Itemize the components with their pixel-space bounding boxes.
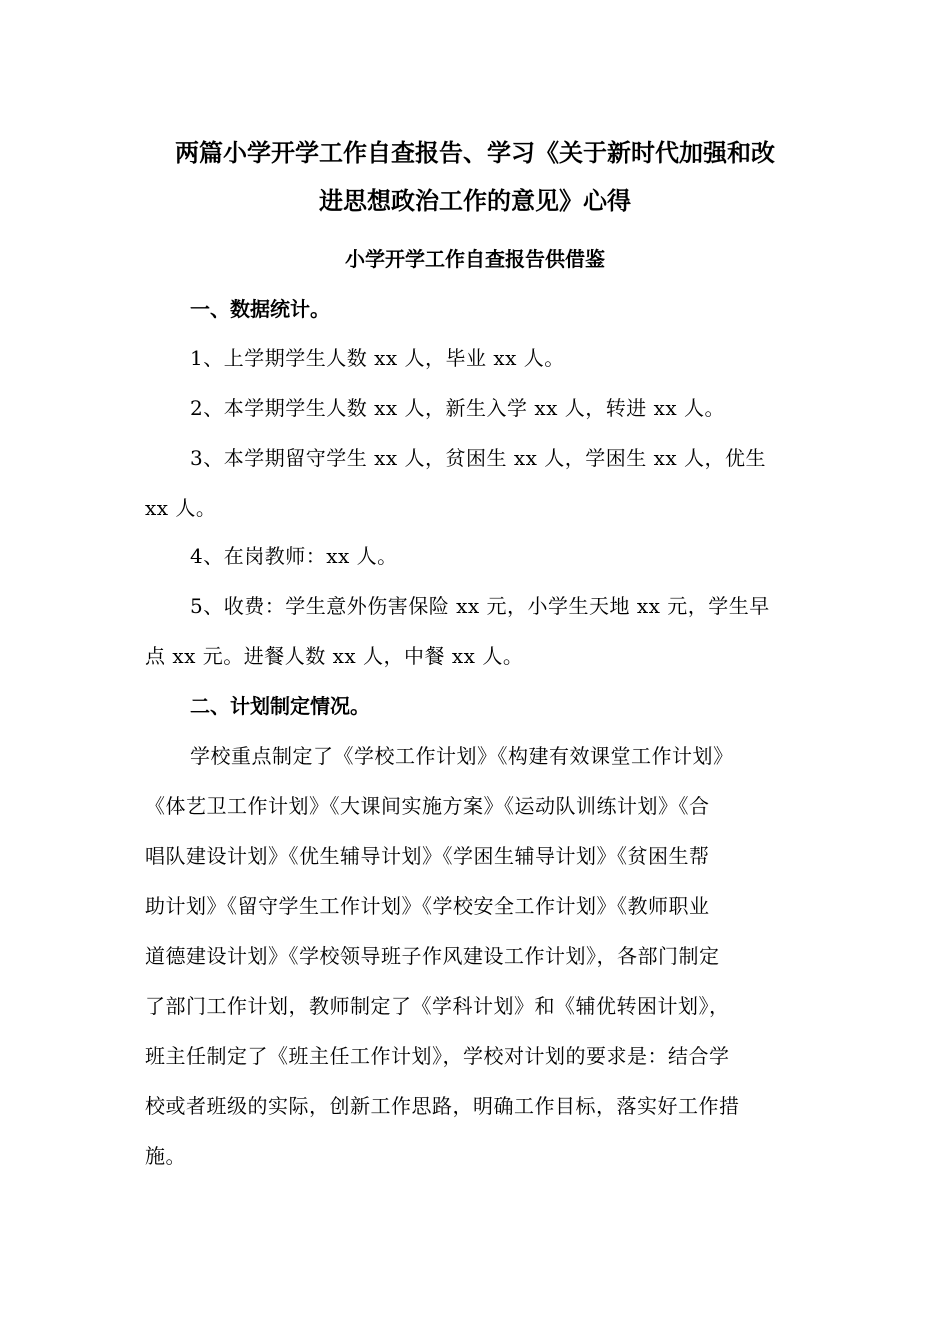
- statistics-item-4: [145, 531, 805, 581]
- plan-paragraph: [145, 731, 805, 1181]
- paragraph-line: 4、在岗教师：xx 人。: [190, 544, 398, 568]
- paragraph-line: 1、上学期学生人数 xx 人，毕业 xx 人。: [190, 346, 565, 370]
- statistics-item-1: [145, 333, 805, 383]
- statistics-item-2: [145, 383, 805, 433]
- section-heading-data-statistics: 一、数据统计。: [190, 297, 330, 321]
- paragraph-line: 了部门工作计划，教师制定了《学科计划》和《辅优转困计划》，: [145, 994, 730, 1018]
- section-heading-plan-formulation: 二、计划制定情况。: [190, 694, 370, 718]
- paragraph-line: 唱队建设计划》《优生辅导计划》《学困生辅导计划》《贫困生帮: [145, 844, 710, 868]
- paragraph-line: 施。: [145, 1144, 186, 1168]
- paragraph-line: 5、收费：学生意外伤害保险 xx 元，小学生天地 xx 元，学生早: [190, 594, 770, 618]
- paragraph-line: xx 人。: [145, 496, 217, 520]
- paragraph-line: 学校重点制定了《学校工作计划》《构建有效课堂工作计划》: [190, 744, 734, 768]
- paragraph-line: 点 xx 元。进餐人数 xx 人，中餐 xx 人。: [145, 644, 524, 668]
- statistics-item-3: [145, 433, 805, 533]
- document-subtitle: 小学开学工作自查报告供借鉴: [345, 247, 605, 271]
- paragraph-line: 《体艺卫工作计划》《大课间实施方案》《运动队训练计划》《合: [145, 794, 710, 818]
- paragraph-line: 助计划》《留守学生工作计划》《学校安全工作计划》《教师职业: [145, 894, 710, 918]
- paragraph-line: 校或者班级的实际，创新工作思路，明确工作目标，落实好工作措: [145, 1094, 740, 1118]
- document-title-line-1: 两篇小学开学工作自查报告、学习《关于新时代加强和改: [175, 139, 775, 167]
- paragraph-line: 3、本学期留守学生 xx 人，贫困生 xx 人，学困生 xx 人，优生: [190, 446, 767, 470]
- paragraph-line: 道德建设计划》《学校领导班子作风建设工作计划》，各部门制定: [145, 944, 720, 968]
- statistics-item-5: [145, 581, 805, 681]
- document-title-line-2: 进思想政治工作的意见》心得: [319, 187, 631, 215]
- paragraph-line: 2、本学期学生人数 xx 人，新生入学 xx 人，转进 xx 人。: [190, 396, 726, 420]
- paragraph-line: 班主任制定了《班主任工作计划》，学校对计划的要求是：结合学: [145, 1044, 730, 1068]
